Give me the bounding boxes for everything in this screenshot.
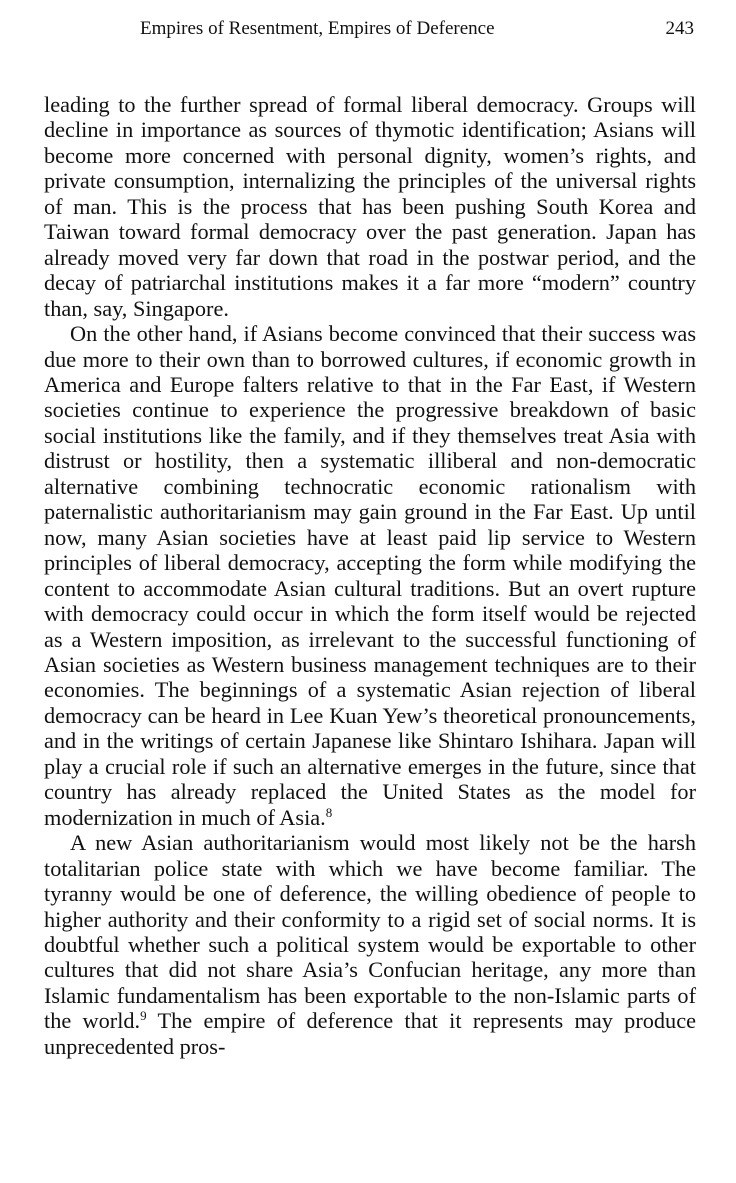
paragraph-text: On the other hand, if Asians become convinced that their success was due more to their own than to borrowed cultures, if economic growth in America and Europe falters relative to that in the Far East, if Western societies continue to experience the progressive breakdown of basic social institutions like the family, and if they themselves treat Asia with distrust or hostility, then a systematic illiberal and non-democratic alternative combining technocratic economic rationalism with paternalistic authoritarianism may gain ground in the Far East. Up until now, many Asian societies have at least paid lip service to Western principles of liberal democracy, accepting the form while modifying the content to accommodate Asian cultural traditions. But an overt rupture with democracy could occur in which the form itself would be rejected as a Western imposition, as irrelevant to the successful functioning of Asian societies as Western business management techniques are to their economies. The beginnings of a systematic Asian rejection of liberal democracy can be heard in Lee Kuan Yew’s theoretical pronouncements, and in the writings of certain Japanese like Shintaro Ishihara. Japan will play a crucial role if such an alternative emerges in the future, since that country has already replaced the United States as the model for modernization in much of Asia.	[44, 321, 696, 830]
page-number: 243	[665, 18, 694, 39]
running-title: Empires of Resentment, Empires of Deference	[140, 18, 495, 39]
footnote-marker: 9	[140, 1008, 147, 1024]
paragraph-text-continuation: The empire of deference that it represents may produce unprecedented pros-	[44, 1008, 696, 1059]
paragraph	[44, 321, 696, 830]
book-page	[44, 14, 696, 1059]
running-head	[44, 14, 696, 44]
paragraph-text: A new Asian authoritarianism would most likely not be the harsh totalitarian police state with which we have become familiar. The tyranny would be one of deference, the willing obedience of people to higher authority and their conformity to a rigid set of social norms. It is doubtful whether such a political system would be exportable to other cultures that did not share Asia’s Confucian heritage, any more than Islamic fundamentalism has been exportable to the non-Islamic parts of the world.	[44, 830, 696, 1034]
paragraph-text: leading to the further spread of formal liberal democracy. Groups will decline in importance as sources of thymotic identification; Asians will become more concerned with personal dignity, women’s rights, and private consumption, internalizing the principles of the universal rights of man. This is the process that has been pushing South Korea and Taiwan toward formal democracy over the past generation. Japan has already moved very far down that road in the postwar period, and the decay of patriarchal institutions makes it a far more “modern” country than, say, Singapore.	[44, 92, 696, 321]
footnote-marker: 8	[325, 804, 333, 820]
paragraph-continued	[44, 92, 696, 321]
body-text	[44, 92, 696, 1059]
paragraph	[44, 830, 696, 1059]
